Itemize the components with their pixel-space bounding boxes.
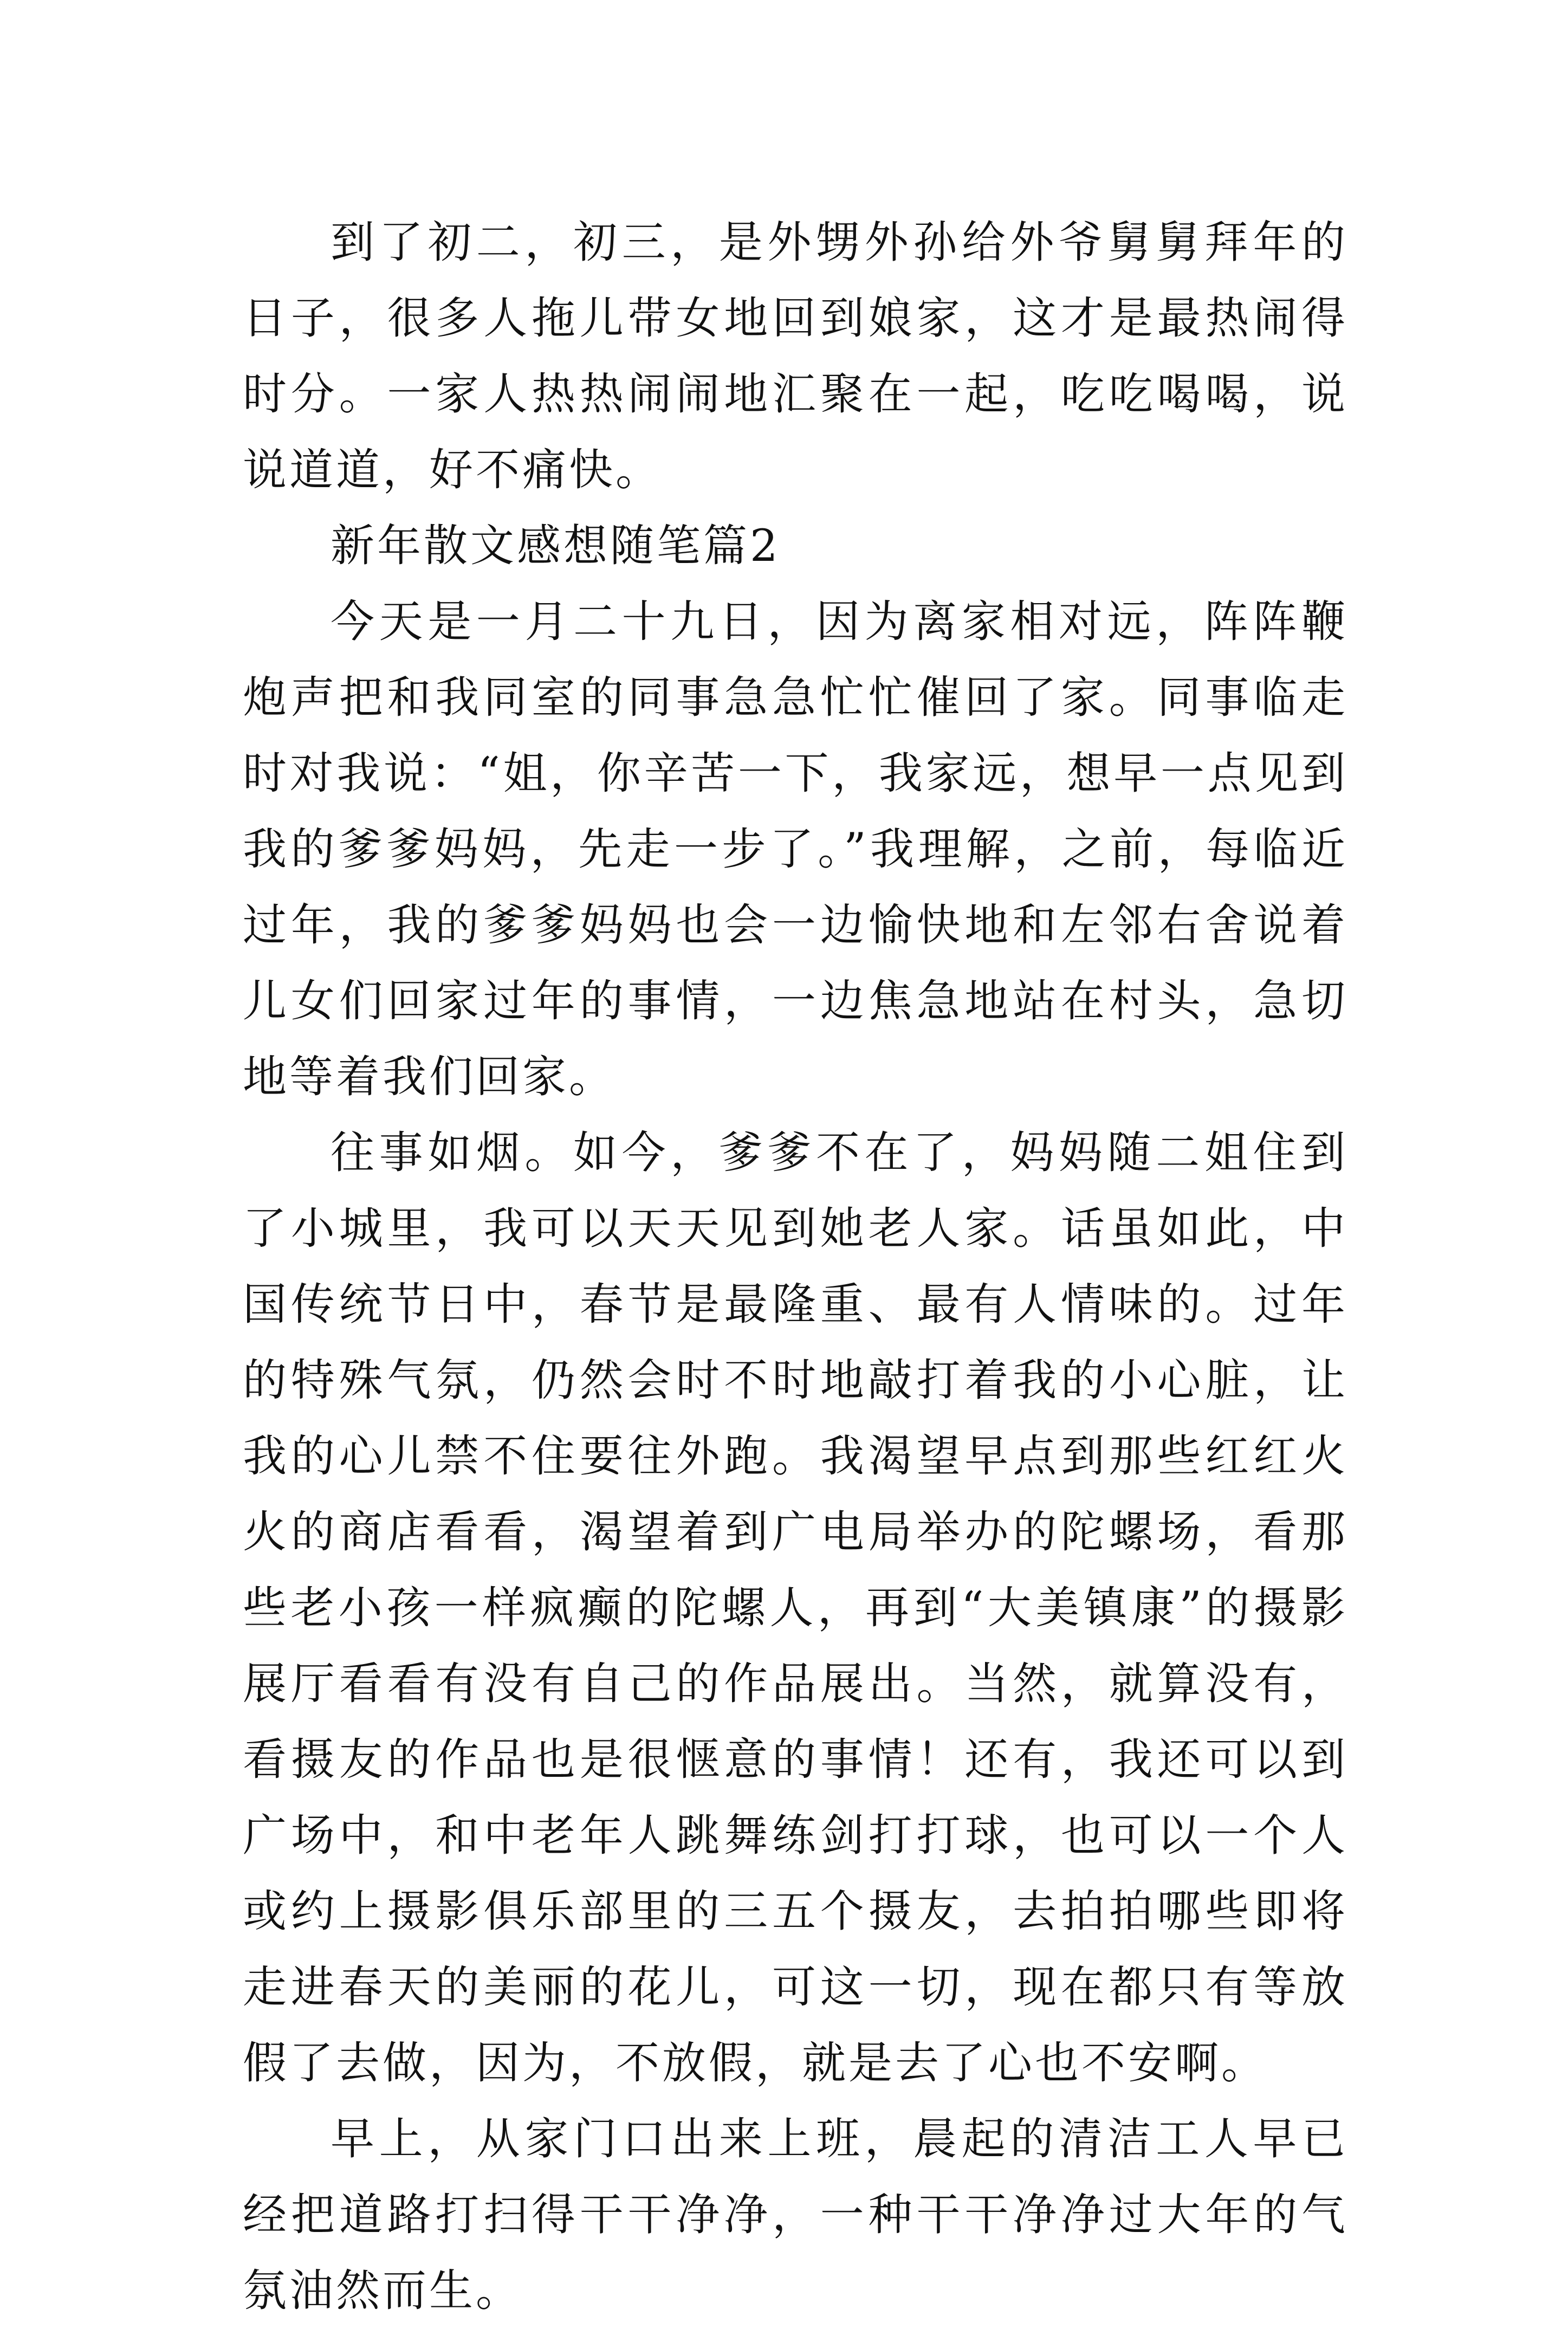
paragraph-jan-29: 今天是一月二十九日，因为离家相对远，阵阵鞭炮声把和我同室的同事急急忙忙催回了家。同事临走时对我说：“姐，你辛苦一下，我家远，想早一点见到我的爹爹妈妈，先走一步了。”我理解，之前，每临近过年，我的爹爹妈妈也会一边愉快地和左邻右舍说着儿女们回家过年的事情，一边焦急地站在村头，急切地等着我们回家。 <box>243 597 1348 1103</box>
paragraph-memories: 往事如烟。如今，爹爹不在了，妈妈随二姐住到了小城里，我可以天天见到她老人家。话虽如此，中国传统节日中，春节是最隆重、最有人情味的。过年的特殊气氛，仍然会时不时地敲打着我的小心脏，让我的心儿禁不住要往外跑。我渴望早点到那些红红火火的商店看看，渴望着到广电局举办的陀螺场，看那些老小孩一样疯癫的陀螺人，再到“大美镇康”的摄影展厅看看有没有自己的作品展出。当然，就算没有，看摄友的作品也是很惬意的事情！还有，我还可以到广场中，和中老年人跳舞练剑打打球，也可以一个人或约上摄影俱乐部里的三五个摄友，去拍拍哪些即将走进春天的美丽的花儿，可这一切，现在都只有等放假了去做，因为，不放假，就是去了心也不安啊。 <box>243 1128 1348 2089</box>
paragraph-visiting-relatives: 到了初二，初三，是外甥外孙给外爷舅舅拜年的日子，很多人拖儿带女地回到娘家，这才是最热闹得时分。一家人热热闹闹地汇聚在一起，吃吃喝喝，说说道道，好不痛快。 <box>243 217 1348 496</box>
document-body <box>243 205 1348 2329</box>
section-title: 新年散文感想随笔篇2 <box>331 521 781 572</box>
paragraph-morning: 早上，从家门口出来上班，晨起的清洁工人早已经把道路打扫得干干净净，一种干干净净过大年的气氛油然而生。 <box>243 2114 1348 2317</box>
